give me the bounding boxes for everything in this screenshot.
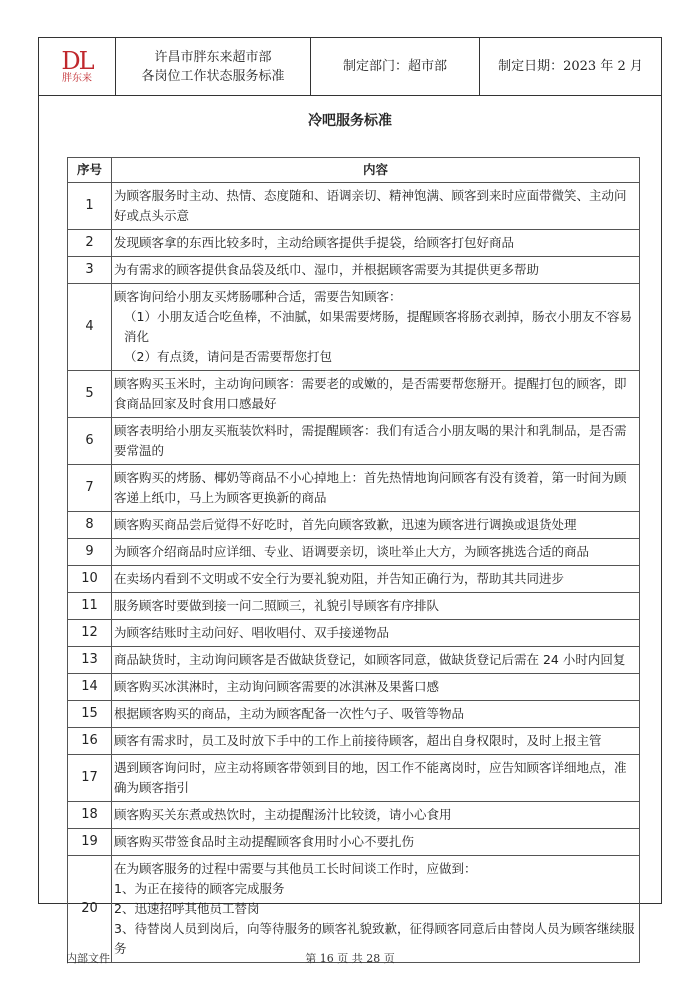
row-content <box>112 728 640 755</box>
row-content <box>112 539 640 566</box>
row-number: 19 <box>68 829 112 856</box>
content-line: 顾客购买的烤肠、椰奶等商品不小心掉地上：首先热情地询问顾客有没有烫着，第一时间为顾客递上纸巾，马上为顾客更换新的商品 <box>114 470 627 505</box>
table-row <box>68 566 640 593</box>
doc-title-line2: 各岗位工作状态服务标准 <box>141 68 285 84</box>
content-line: 2、迅速招呼其他员工替岗 <box>114 901 260 916</box>
row-number: 4 <box>68 284 112 371</box>
document-header <box>38 37 662 96</box>
row-content <box>112 755 640 802</box>
row-content <box>112 465 640 512</box>
row-content <box>112 593 640 620</box>
table-row <box>68 856 640 963</box>
content-line: （1）小朋友适合吃鱼棒，不油腻，如果需要烤肠，提醒顾客将肠衣剥掉，肠衣小朋友不容易消化 <box>124 309 632 344</box>
row-content <box>112 512 640 539</box>
table-row <box>68 539 640 566</box>
content-line: 商品缺货时，主动询问顾客是否做缺货登记，如顾客同意，做缺货登记后需在 24 小时内回复 <box>114 652 626 667</box>
row-number: 17 <box>68 755 112 802</box>
row-content <box>112 856 640 963</box>
row-content <box>112 257 640 284</box>
table-row <box>68 257 640 284</box>
content-line: 顾客询问给小朋友买烤肠哪种合适，需要告知顾客： <box>114 289 402 304</box>
content-line: 3、待替岗人员到岗后，向等待服务的顾客礼貌致歉，征得顾客同意后由替岗人员为顾客继续服务 <box>114 921 635 956</box>
table-row <box>68 418 640 465</box>
row-content <box>112 829 640 856</box>
content-line: 根据顾客购买的商品，主动为顾客配备一次性勺子、吸管等物品 <box>114 706 465 721</box>
row-number: 3 <box>68 257 112 284</box>
row-content <box>112 647 640 674</box>
row-number: 16 <box>68 728 112 755</box>
doc-title-line1: 许昌市胖东来超市部 <box>154 49 272 65</box>
table-row <box>68 802 640 829</box>
footer-label: 内部文件 <box>66 952 110 965</box>
document-title-cell <box>116 38 311 96</box>
table-row <box>68 829 640 856</box>
table-row <box>68 371 640 418</box>
table-row <box>68 465 640 512</box>
table-row <box>68 701 640 728</box>
content-line: 顾客购买带签食品时主动提醒顾客食用时小心不要扎伤 <box>114 834 415 849</box>
logo-name: 胖东来 <box>62 72 92 84</box>
content-line: 顾客购买关东煮或热饮时，主动提醒汤汁比较烫，请小心食用 <box>114 807 452 822</box>
content-line: 顾客购买商品尝后觉得不好吃时，首先向顾客致歉，迅速为顾客进行调换或退货处理 <box>114 517 577 532</box>
row-content <box>112 371 640 418</box>
row-content <box>112 566 640 593</box>
content-line: 顾客表明给小朋友买瓶装饮料时，需提醒顾客：我们有适合小朋友喝的果汁和乳制品，是否需要常温的 <box>114 423 627 458</box>
page-number: 第 16 页 共 28 页 <box>305 952 395 965</box>
table-row <box>68 593 640 620</box>
table-row <box>68 728 640 755</box>
col-header-no: 序号 <box>68 158 112 183</box>
standards-table <box>67 157 640 963</box>
content-line: 服务顾客时要做到接一问二照顾三，礼貌引导顾客有序排队 <box>114 598 440 613</box>
row-content <box>112 418 640 465</box>
row-content <box>112 230 640 257</box>
content-line: 1、为正在接待的顾客完成服务 <box>114 881 285 896</box>
table-row <box>68 647 640 674</box>
row-number: 5 <box>68 371 112 418</box>
row-number: 12 <box>68 620 112 647</box>
row-content <box>112 183 640 230</box>
row-number: 9 <box>68 539 112 566</box>
table-row <box>68 183 640 230</box>
row-number: 14 <box>68 674 112 701</box>
row-number: 1 <box>68 183 112 230</box>
content-line: 顾客购买冰淇淋时，主动询问顾客需要的冰淇淋及果酱口感 <box>114 679 440 694</box>
row-number: 10 <box>68 566 112 593</box>
col-header-content: 内容 <box>112 158 640 183</box>
row-number: 6 <box>68 418 112 465</box>
table-row <box>68 230 640 257</box>
table-row <box>68 512 640 539</box>
table-row <box>68 284 640 371</box>
table-row <box>68 620 640 647</box>
issue-date: 制定日期：2023 年 2 月 <box>480 38 662 96</box>
content-line: 顾客有需求时，员工及时放下手中的工作上前接待顾客，超出自身权限时，及时上报主管 <box>114 733 602 748</box>
row-number: 7 <box>68 465 112 512</box>
row-number: 2 <box>68 230 112 257</box>
table-row <box>68 674 640 701</box>
row-number: 15 <box>68 701 112 728</box>
content-line: 在卖场内看到不文明或不安全行为要礼貌劝阻，并告知正确行为，帮助其共同进步 <box>114 571 565 586</box>
logo-mark: DL <box>61 46 93 75</box>
content-line: 遇到顾客询问时，应主动将顾客带领到目的地，因工作不能离岗时，应告知顾客详细地点，准确为顾客指引 <box>114 760 627 795</box>
content-line: （2）有点烫，请问是否需要帮您打包 <box>124 349 332 364</box>
content-line: 顾客购买玉米时，主动询问顾客：需要老的或嫩的，是否需要帮您掰开。提醒打包的顾客，即食商品回家及时食用口感最好 <box>114 376 627 411</box>
row-content <box>112 701 640 728</box>
content-line: 在为顾客服务的过程中需要与其他员工长时间谈工作时，应做到： <box>114 861 477 876</box>
row-content <box>112 284 640 371</box>
row-number: 20 <box>68 856 112 963</box>
content-line: 为顾客服务时主动、热情、态度随和、语调亲切、精神饱满、顾客到来时应面带微笑、主动问好或点头示意 <box>114 188 627 223</box>
row-number: 18 <box>68 802 112 829</box>
row-number: 13 <box>68 647 112 674</box>
row-content <box>112 802 640 829</box>
department: 制定部门：超市部 <box>311 38 480 96</box>
content-line: 为顾客结账时主动问好、唱收唱付、双手接递物品 <box>114 625 390 640</box>
table-row <box>68 755 640 802</box>
row-content <box>112 620 640 647</box>
section-title: 冷吧服务标准 <box>308 113 392 129</box>
row-number: 8 <box>68 512 112 539</box>
row-content <box>112 674 640 701</box>
content-line: 为有需求的顾客提供食品袋及纸巾、湿巾，并根据顾客需要为其提供更多帮助 <box>114 262 540 277</box>
row-number: 11 <box>68 593 112 620</box>
content-line: 发现顾客拿的东西比较多时，主动给顾客提供手提袋，给顾客打包好商品 <box>114 235 515 250</box>
company-logo <box>39 38 116 96</box>
content-line: 为顾客介绍商品时应详细、专业、语调要亲切，谈吐举止大方，为顾客挑选合适的商品 <box>114 544 590 559</box>
